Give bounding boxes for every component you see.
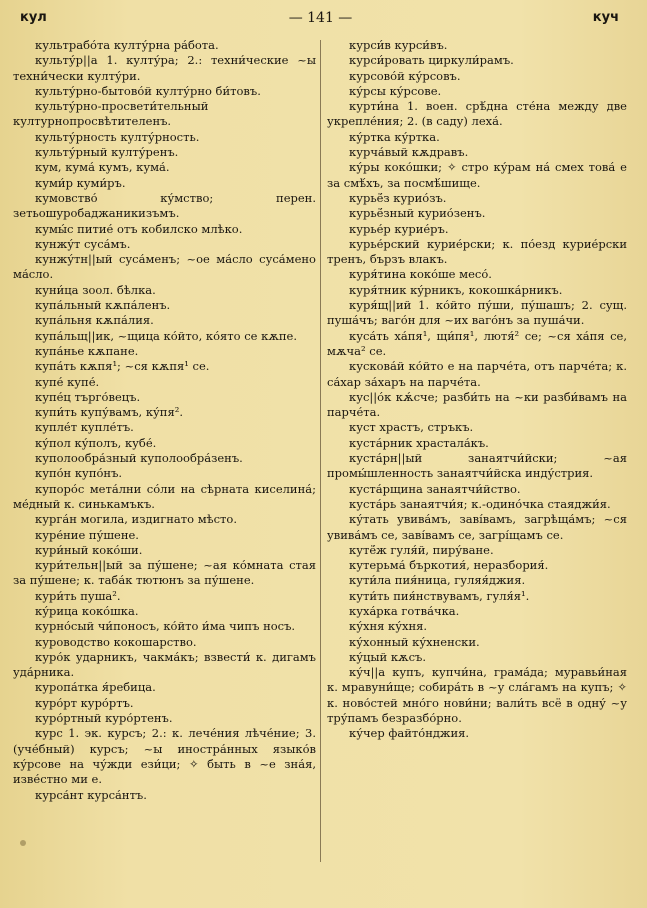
dictionary-entry: культу́рно-бытово́й култу́рно би́товъ. — [35, 83, 261, 98]
dictionary-entry: ку́ры коко́шки; ✧ стро ку́рам на́ смех това́ е за смѣ́хъ, за посмѣ́шище. — [327, 160, 627, 190]
dictionary-entry: куро́рт куро́ртъ. — [35, 695, 134, 710]
dictionary-entry: культу́рно-просвети́тельный културнопросвѣтителенъ. — [13, 99, 209, 129]
dictionary-entry: кус||о́к кѫ́сче; разби́ть на ~ки разби́вамъ на парче́та. — [327, 389, 627, 420]
dictionary-entry: культу́р||а 1. култу́ра; 2.: техни́ческие ~ы техни́чески култу́ри. — [13, 53, 316, 83]
dictionary-entry: ку́чер файто́нджия. — [349, 726, 470, 741]
dictionary-entry: кури́ть пуша². — [35, 588, 121, 603]
dictionary-entry: курс 1. эк. курсъ; 2.: к. лече́ния лѣче́ние; 3. (уче́бный) курсъ; ~ы иностра́нных языко́в ку́рсове на чу́жди ези́ци; ✧ быть в ~е зна́я, изве́стно ми е. — [13, 726, 316, 787]
dictionary-entry: курно́сый чи́поносъ, ко́йто и́ма чипъ носъ. — [35, 619, 296, 634]
dictionary-entry: курьё́зный курио́зенъ. — [349, 206, 486, 221]
dictionary-entry: курга́н могила, издигнато мѣсто. — [35, 512, 237, 527]
dictionary-entry: кутерьма́ бъркотия́, неразбория́. — [349, 558, 549, 573]
dictionary-entry: кутё́ж гуля́й, пиру́ване. — [349, 542, 494, 557]
dictionary-entry: куро́к ударникъ, чакма́къ; взвести́ к. дигамъ уда́рника. — [13, 649, 316, 680]
dictionary-entry: культу́рность култу́рность. — [35, 129, 200, 144]
dictionary-entry: купи́ть купу́вамъ, ку́пя². — [35, 405, 183, 420]
dictionary-entry: кунжу́тн||ый суса́менъ; ~ое ма́сло суса́мено ма́сло. — [13, 252, 316, 282]
dictionary-entry: куса́ть ха́пя¹, щи́пя¹, лютя́² се; ~ся ха́пя се, мѫча² се. — [327, 328, 627, 358]
page-number: — 141 — — [288, 10, 353, 26]
dictionary-entry: курье́р курие́ръ. — [349, 221, 449, 236]
dictionary-entry: ку́ртка ку́ртка. — [349, 129, 440, 144]
dictionary-entry: куря́тник ку́рникъ, кокошка́рникъ. — [349, 282, 563, 297]
header-left-guideword: кул — [20, 10, 47, 25]
dictionary-entry: куста́рь занаятчи́я; к.-одино́чка стаяджи́я. — [349, 496, 611, 511]
dictionary-entry: кускова́й ко́йто е на парче́та, отъ парче́та; к. са́хар за́харъ на парче́та. — [327, 359, 627, 389]
dictionary-entry: купа́ть кѫпя¹; ~ся кѫпя¹ се. — [35, 359, 210, 374]
dictionary-entry: куха́рка готва́чка. — [349, 603, 460, 618]
dictionary-entry: куропа́тка я́ребица. — [35, 680, 156, 695]
dictionary-entry: культрабо́та култу́рна ра́бота. — [35, 38, 219, 52]
left-column — [13, 38, 316, 803]
dictionary-entry: кури́тельн||ый за пу́шене; ~ая ко́мната стая за пу́шене; к. таба́к тютюнъ за пу́шене. — [13, 558, 316, 588]
dictionary-entry: куст храстъ, стръкъ. — [349, 420, 474, 435]
dictionary-entry: кум, кума́ кумъ, кума́. — [35, 160, 170, 175]
header-right-guideword: куч — [592, 10, 619, 25]
dictionary-entry: курса́нт курса́нтъ. — [35, 787, 147, 802]
dictionary-entry: купоро́с мета́лни со́ли на сѣрната киселина́; ме́дный к. синькамъкъ. — [13, 481, 316, 511]
dictionary-entry: купа́льный кѫпа́ленъ. — [35, 298, 171, 313]
dictionary-entry: куро́ртный куро́ртенъ. — [35, 711, 173, 726]
dictionary-entry: ку́цый кѫсъ. — [349, 649, 427, 664]
dictionary-entry: кури́ный коко́ши. — [35, 542, 143, 557]
dictionary-entry: ку́хонный ку́хненски. — [349, 634, 480, 649]
dictionary-entry: кумовство́ ку́мство; перен. зетьошуробаджаникизъмъ. — [13, 190, 316, 221]
ink-smudge — [20, 840, 26, 846]
dictionary-entry: куря́тина коко́ше месо́. — [349, 267, 492, 282]
dictionary-entry: ку́рица коко́шка. — [35, 603, 139, 618]
dictionary-entry: ку́ч||а купъ, купчи́на, грама́да; муравьи́ная к. мравуни́ще; собира́ть в ~у сла́гамъ на купъ; ✧ к. ново́стей мно́го нови́ни; вали́ть всё в одну́ ~у тру́памъ безразбо́рно. — [327, 665, 627, 726]
dictionary-entry: кути́ла пия́ница, гуляя́джия. — [349, 573, 526, 588]
dictionary-entry: ку́хня ку́хня. — [349, 619, 428, 634]
dictionary-entry: курча́вый кѫдравъ. — [349, 145, 469, 160]
dictionary-entry: куми́р куми́ръ. — [35, 175, 126, 190]
dictionary-entry: куполообра́зный куполообра́зенъ. — [35, 451, 243, 466]
dictionary-entry: кути́ть пия́нствувамъ, гуля́я¹. — [349, 588, 530, 603]
dictionary-entry: курье́рский курие́рски; к. по́езд курие́рски тренъ, бързъ влакъ. — [327, 236, 627, 267]
dictionary-entry: ку́пол ку́полъ, кубе́. — [35, 435, 157, 450]
dictionary-entry: куни́ца зоол. бѣлка. — [35, 282, 156, 297]
dictionary-entry: куста́рник храстала́къ. — [349, 435, 489, 450]
dictionary-entry: купле́т купле́тъ. — [35, 420, 134, 435]
dictionary-entry: курьё́з курио́зъ. — [349, 190, 447, 205]
column-divider — [320, 40, 321, 862]
dictionary-entry: купа́льня кѫпа́лия. — [35, 313, 154, 328]
dictionary-entry: ку́тать увива́мъ, заві́вамъ, загрѣща́мъ; ~ся увива́мъ се, заві́вамъ се, загрі́щамъ се. — [327, 512, 627, 542]
dictionary-entry: купа́льщ||ик, ~щица ко́йто, ко́ято се кѫпе. — [35, 328, 298, 343]
dictionary-entry: курсово́й ку́рсовъ. — [349, 68, 461, 83]
page-header — [12, 6, 629, 30]
dictionary-entry: курси́ровать циркули́рамъ. — [349, 53, 514, 68]
right-column — [327, 38, 627, 742]
dictionary-entry: культу́рный култу́ренъ. — [35, 145, 179, 160]
dictionary-entry: куста́рн||ый занаятчи́йски; ~ая промы́шленность занаятчи́йска инду́стрия. — [327, 451, 627, 481]
dictionary-entry: курти́на 1. воен. срѣ́дна сте́на между две укрепле́ния; 2. (в саду) леха́. — [327, 99, 627, 129]
dictionary-entry: кумы́с питие́ отъ кобилско млѣко. — [35, 221, 243, 236]
dictionary-entry: куроводство кокошарство. — [35, 634, 197, 649]
dictionary-entry: куря́щ||ий 1. ко́йто пу́ши, пу́шашъ; 2. сущ. пуша́чъ; ваго́н для ~их ваго́нъ за пуша́чи. — [327, 298, 627, 328]
dictionary-entry: ку́рсы ку́рсове. — [349, 83, 442, 98]
dictionary-entry: курси́в курси́въ. — [349, 38, 448, 52]
dictionary-entry: куста́рщина занаятчи́йство. — [349, 481, 521, 496]
dictionary-entry: купо́н купо́нъ. — [35, 466, 123, 481]
dictionary-entry: куре́ние пу́шене. — [35, 527, 139, 542]
dictionary-entry: кунжу́т суса́мъ. — [35, 236, 131, 251]
dictionary-entry: купа́нье кѫпане. — [35, 343, 139, 358]
dictionary-entry: купе́ц търго́вецъ. — [35, 389, 141, 404]
dictionary-entry: купе́ купе́. — [35, 374, 100, 389]
